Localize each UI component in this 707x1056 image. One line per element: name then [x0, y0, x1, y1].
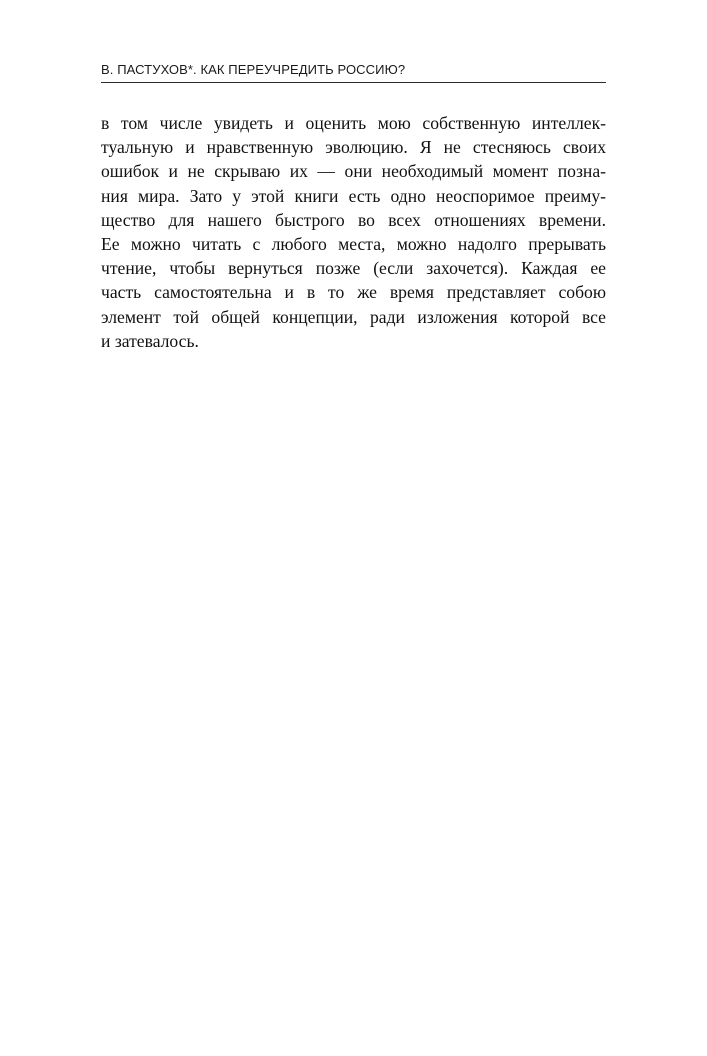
text-line: чтение, чтобы вернуться позже (если захочется). Каждая ее — [101, 258, 606, 279]
text-line: элемент той общей концепции, ради изложения которой все — [101, 306, 606, 327]
body-paragraph — [101, 111, 606, 353]
text-line: ния мира. Зато у этой книги есть одно неоспоримое преиму- — [101, 185, 606, 206]
header-divider — [101, 82, 606, 83]
text-line: часть самостоятельна и в то же время представляет собою — [101, 282, 606, 303]
text-line: туальную и нравственную эволюцию. Я не стесняюсь своих — [101, 137, 606, 158]
text-line: и затевалось. — [101, 330, 199, 351]
text-line: щество для нашего быстрого во всех отношениях времени. — [101, 209, 606, 230]
text-line: ошибок и не скрываю их — они необходимый момент позна- — [101, 161, 606, 182]
text-line: в том числе увидеть и оценить мою собственную интеллек- — [101, 113, 606, 133]
text-line: Ее можно читать с любого места, можно надолго прерывать — [101, 234, 606, 255]
running-header: В. ПАСТУХОВ*. КАК ПЕРЕУЧРЕДИТЬ РОССИЮ? — [101, 62, 406, 77]
